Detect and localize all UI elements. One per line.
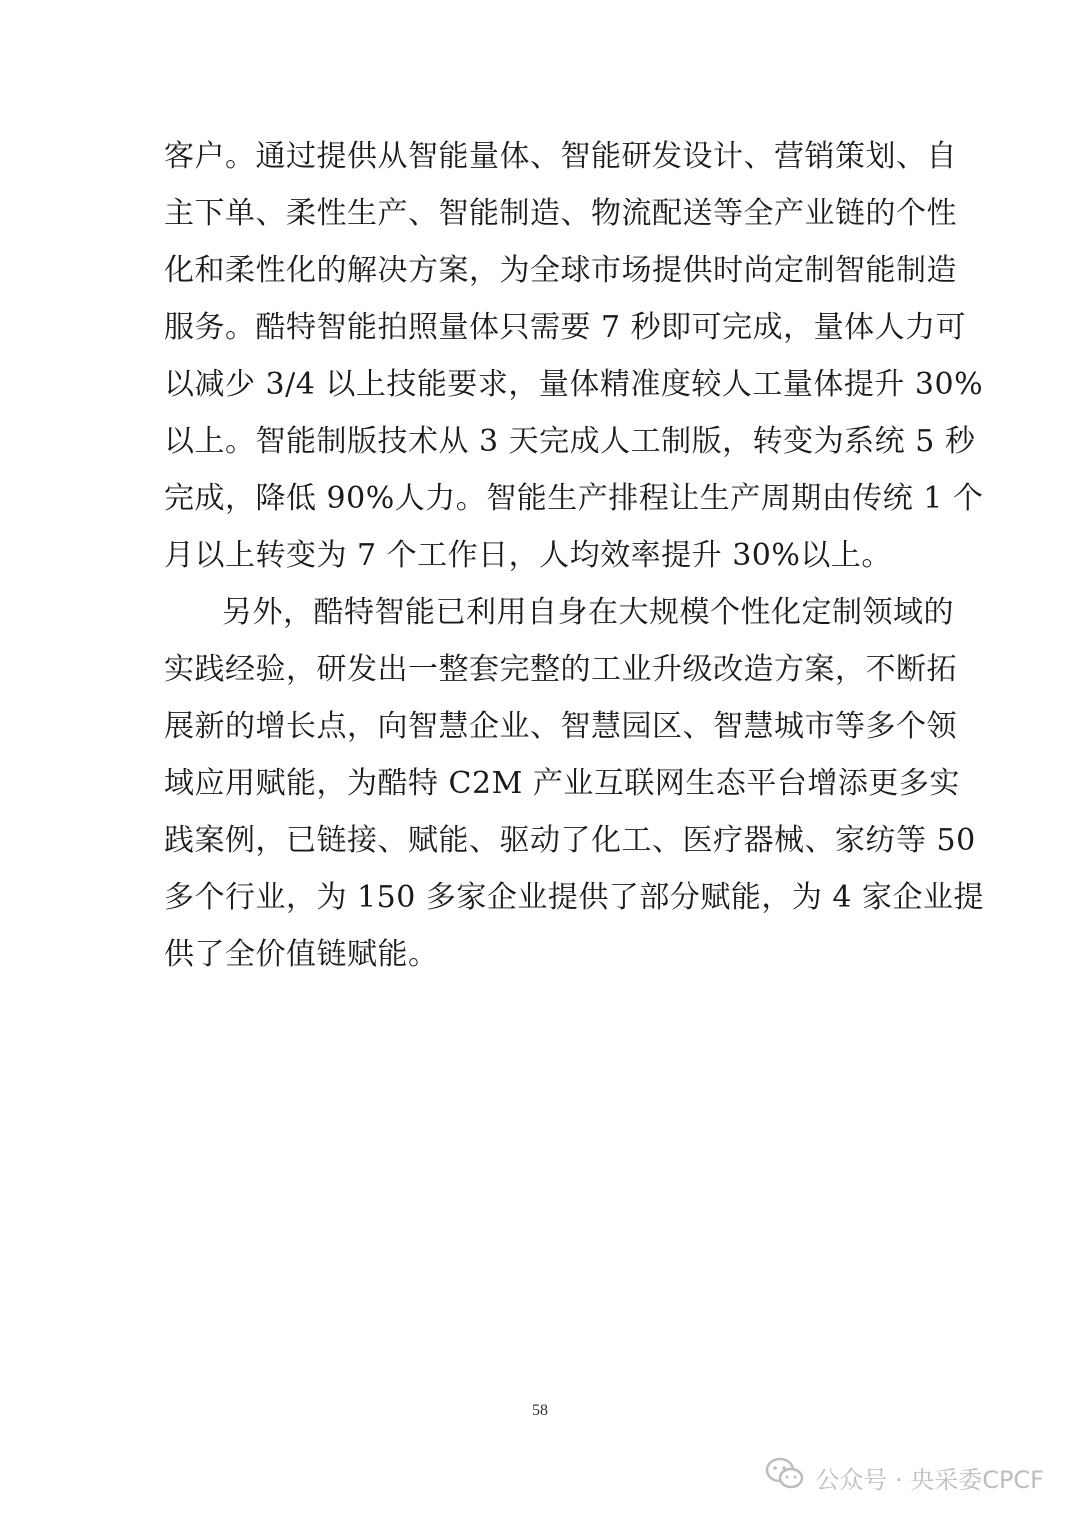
paragraph-1-line-1: 客户。通过提供从智能量体、智能研发设计、营销策划、自 [164,139,957,174]
paragraph-2-line-1: 另外，酷特智能已利用自身在大规模个性化定制领域的 [222,595,954,630]
watermark-text: 公众号 · 央采委CPCF [815,1465,1044,1494]
paragraph-2-line-3: 展新的增长点，向智慧企业、智慧园区、智慧城市等多个领 [164,709,957,744]
paragraph-1-line-8: 月以上转变为 7 个工作日，人均效率提升 30%以上。 [164,538,892,573]
paragraph-2-line-6: 多个行业，为 150 多家企业提供了部分赋能，为 4 家企业提 [164,880,984,915]
paragraph-2-line-2: 实践经验，研发出一整套完整的工业升级改造方案，不断拓 [164,652,957,687]
page-number: 58 [532,1402,548,1419]
wechat-icon [765,1457,815,1497]
paragraph-1-line-4: 服务。酷特智能拍照量体只需要 7 秒即可完成，量体人力可 [164,310,967,345]
paragraph-2-line-5: 践案例，已链接、赋能、驱动了化工、医疗器械、家纺等 50 [164,823,976,858]
body-text [164,128,984,983]
paragraph-1-line-2: 主下单、柔性生产、智能制造、物流配送等全产业链的个性 [164,196,957,231]
paragraph-2-line-4: 域应用赋能，为酷特 C2M 产业互联网生态平台增添更多实 [164,766,960,801]
paragraph-1-line-3: 化和柔性化的解决方案，为全球市场提供时尚定制智能制造 [164,253,957,288]
paragraph-1-line-5: 以减少 3/4 以上技能要求，量体精准度较人工量体提升 30% [164,367,984,402]
watermark [765,1457,1044,1497]
paragraph-2-line-7: 供了全价值链赋能。 [164,937,439,972]
paragraph-1-line-7: 完成，降低 90%人力。智能生产排程让生产周期由传统 1 个 [164,481,984,516]
paragraph-1-line-6: 以上。智能制版技术从 3 天完成人工制版，转变为系统 5 秒 [164,424,976,459]
